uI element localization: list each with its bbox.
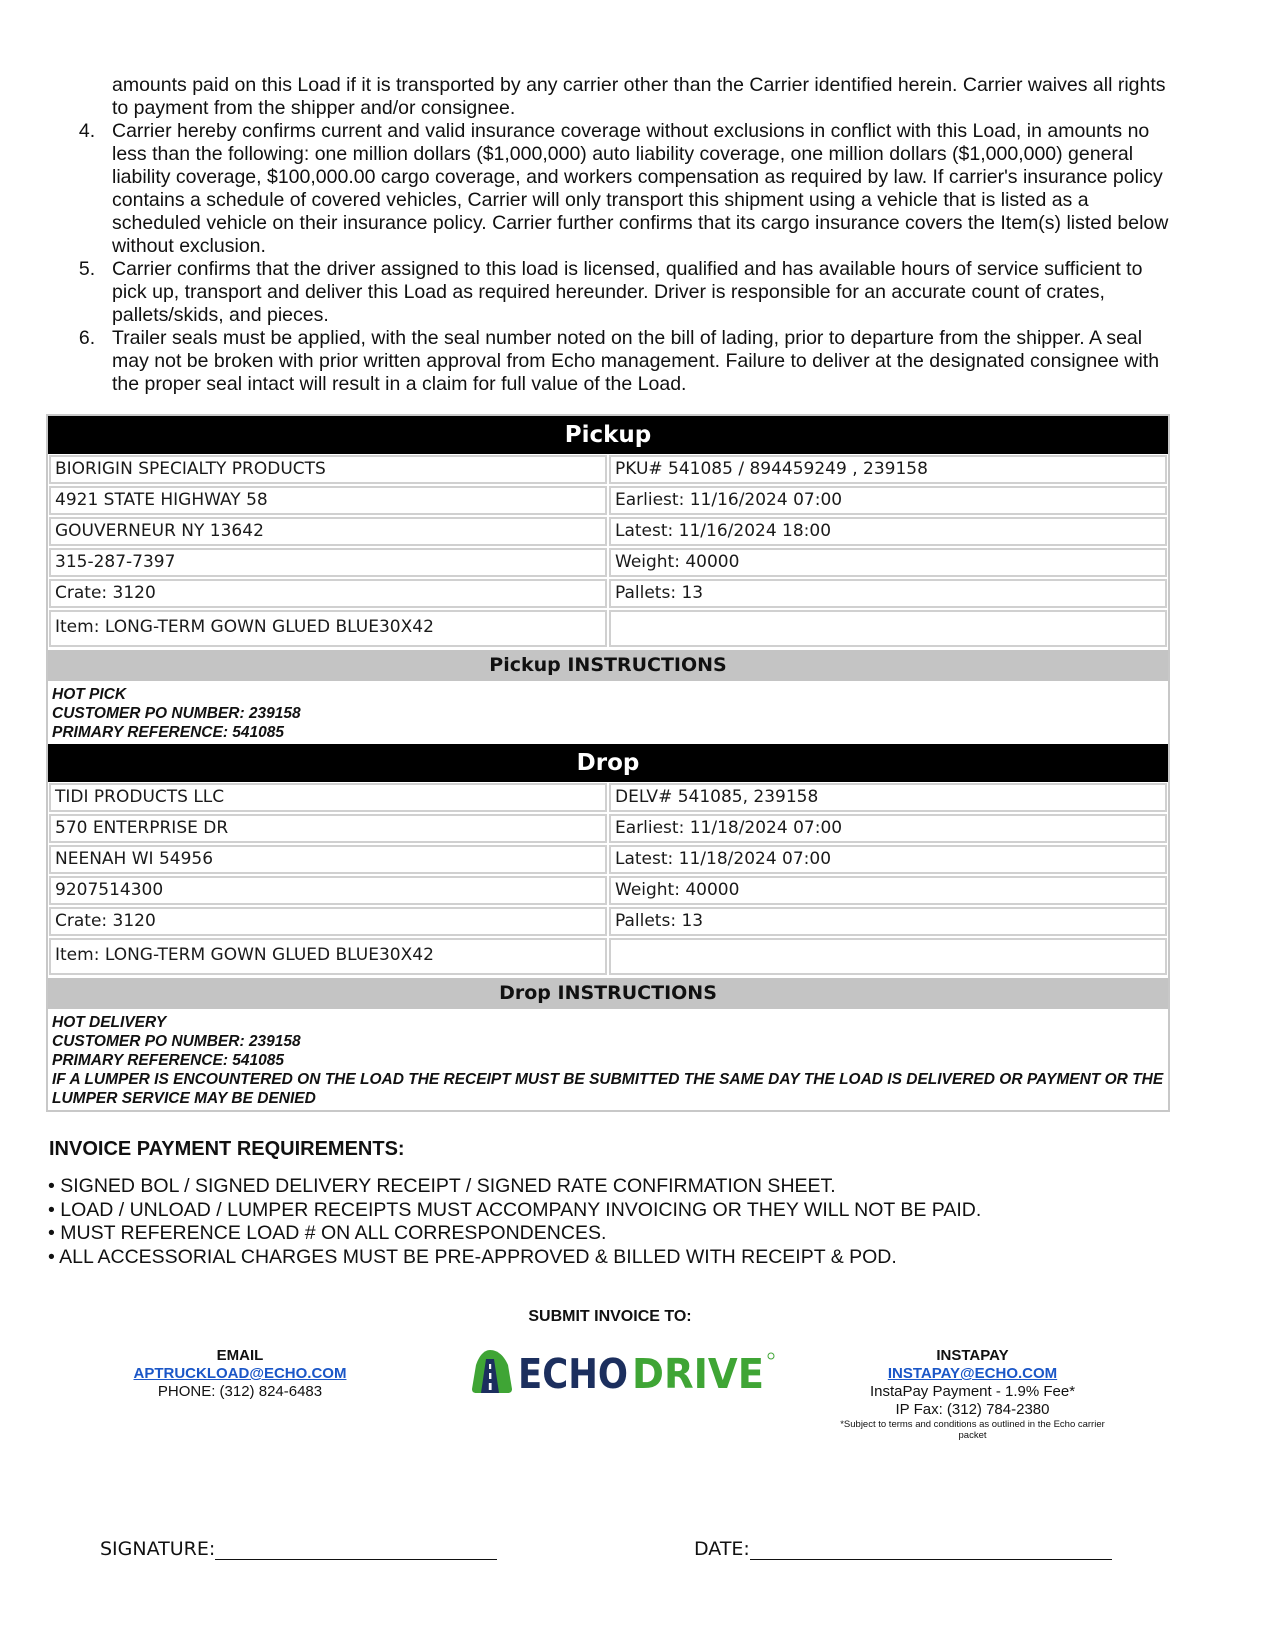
- term-item: [62, 258, 1182, 327]
- logo-drive-text: DRIVE: [632, 1350, 764, 1395]
- signature-line[interactable]: [215, 1539, 497, 1560]
- terms-section: [62, 74, 1182, 396]
- drop-address: 570 ENTERPRISE DR: [49, 814, 607, 843]
- term-number: 5.: [78, 258, 96, 280]
- instapay-note: *Subject to terms and conditions as outlined in the Echo carrier packet: [840, 1419, 1105, 1441]
- instapay-column: [830, 1347, 1115, 1441]
- instruction-line: CUSTOMER PO NUMBER: 239158: [52, 1033, 301, 1050]
- term-number: 6.: [78, 327, 96, 349]
- drop-row: [48, 875, 1168, 906]
- pickup-row: [48, 485, 1168, 516]
- email-link[interactable]: APTRUCKLOAD@ECHO.COM: [133, 1365, 347, 1382]
- pickup-pallets: Pallets: 13: [609, 579, 1167, 608]
- instruction-line: PRIMARY REFERENCE: 541085: [52, 724, 285, 741]
- pickup-crate: Crate: 3120: [49, 579, 607, 608]
- load-sheet: [46, 414, 1170, 1112]
- email-column: [110, 1347, 370, 1401]
- terms-continuation: amounts paid on this Load if it is transported by any carrier other than the Carrier identified herein. Carrier waives all rights to payment from the shipper and/or consignee.: [112, 74, 1166, 119]
- requirement-item: • MUST REFERENCE LOAD # ON ALL CORRESPONDENCES.: [48, 1222, 607, 1244]
- term-text: Carrier hereby confirms current and valid insurance coverage without exclusions in conflict with this Load, in amounts no less than the following: one million dollars ($1,000,000) auto liability coverage, one million dollars ($1,000,000) general liability coverage, $100,000.00 cargo coverage, and workers compensation as required by law. If carrier's insurance policy contains a schedule of covered vehicles, Carrier will only transport this shipment using a vehicle that is listed as a scheduled vehicle on their insurance policy. Carrier further confirms that its cargo insurance covers the Item(s) listed below without exclusion.: [112, 120, 1169, 257]
- term-number: 4.: [78, 120, 96, 142]
- logo-echo-text: ECHO: [518, 1350, 628, 1395]
- registered-mark-icon: [768, 1353, 774, 1359]
- requirements-heading: INVOICE PAYMENT REQUIREMENTS:: [49, 1138, 405, 1160]
- drop-earliest: Earliest: 11/18/2024 07:00: [609, 814, 1167, 843]
- pickup-row: [48, 578, 1168, 609]
- date-field[interactable]: [694, 1538, 1112, 1560]
- term-item: [62, 327, 1182, 396]
- drop-item: Item: LONG-TERM GOWN GLUED BLUE30X42: [49, 938, 607, 975]
- phone-text: PHONE: (312) 824-6483: [157, 1383, 323, 1400]
- pickup-phone: 315-287-7397: [49, 548, 607, 577]
- requirements-list: [48, 1175, 981, 1269]
- pickup-company: BIORIGIN SPECIALTY PRODUCTS: [49, 455, 607, 484]
- term-item: [62, 120, 1182, 258]
- requirement-item: • SIGNED BOL / SIGNED DELIVERY RECEIPT / SIGNED RATE CONFIRMATION SHEET.: [48, 1175, 836, 1197]
- drop-ref: DELV# 541085, 239158: [609, 783, 1167, 812]
- road-icon: [472, 1350, 512, 1393]
- instruction-line: HOT DELIVERY: [52, 1014, 167, 1031]
- signature-label: SIGNATURE:: [100, 1538, 216, 1560]
- drop-company: TIDI PRODUCTS LLC: [49, 783, 607, 812]
- drop-header: Drop: [48, 744, 1168, 782]
- instapay-link[interactable]: INSTAPAY@ECHO.COM: [887, 1365, 1058, 1382]
- pickup-item: Item: LONG-TERM GOWN GLUED BLUE30X42: [49, 610, 607, 647]
- email-label: EMAIL: [216, 1347, 264, 1364]
- date-line[interactable]: [750, 1539, 1112, 1560]
- instruction-line: CUSTOMER PO NUMBER: 239158: [52, 705, 301, 722]
- instruction-line: HOT PICK: [52, 686, 127, 703]
- pickup-city: GOUVERNEUR NY 13642: [49, 517, 607, 546]
- drop-row: [48, 906, 1168, 937]
- drop-row: [48, 844, 1168, 875]
- requirement-item: • LOAD / UNLOAD / LUMPER RECEIPTS MUST ACCOMPANY INVOICING OR THEY WILL NOT BE PAID.: [48, 1198, 982, 1221]
- drop-empty-cell: [609, 938, 1167, 975]
- drop-city: NEENAH WI 54956: [49, 845, 607, 874]
- pickup-ref: PKU# 541085 / 894459249 , 239158: [609, 455, 1167, 484]
- drop-row: [48, 782, 1168, 813]
- date-label: DATE:: [694, 1538, 750, 1560]
- instruction-line: IF A LUMPER IS ENCOUNTERED ON THE LOAD THE RECEIPT MUST BE SUBMITTED THE SAME DAY THE LOAD IS DELIVERED OR PAYMENT OR THE LUMPER SERVICE MAY BE DENIED: [52, 1071, 1164, 1107]
- term-text: Trailer seals must be applied, with the seal number noted on the bill of lading, prior to departure from the shipper. A seal may not be broken with prior written approval from Echo management. Failure to deliver at the designated consignee with the proper seal intact will result in a claim for full value of the Load.: [112, 327, 1160, 395]
- signature-field[interactable]: [100, 1538, 497, 1560]
- term-text: Carrier confirms that the driver assigned to this load is licensed, qualified and has available hours of service sufficient to pick up, transport and deliver this Load as required hereunder. Driver is responsible for an accurate count of crates, pallets/skids, and pieces.: [112, 258, 1143, 326]
- pickup-row: [48, 454, 1168, 485]
- pickup-row: [48, 516, 1168, 547]
- pickup-row: [48, 609, 1168, 648]
- echodrive-logo: [472, 1347, 777, 1395]
- instapay-fax: IP Fax: (312) 784-2380: [895, 1401, 1050, 1418]
- submit-invoice-heading: SUBMIT INVOICE TO:: [528, 1308, 692, 1325]
- drop-row: [48, 813, 1168, 844]
- drop-crate: Crate: 3120: [49, 907, 607, 936]
- pickup-instructions-header: Pickup INSTRUCTIONS: [48, 650, 1168, 681]
- pickup-instructions: [48, 681, 1168, 744]
- pickup-latest: Latest: 11/16/2024 18:00: [609, 517, 1167, 546]
- drop-row: [48, 937, 1168, 976]
- drop-weight: Weight: 40000: [609, 876, 1167, 905]
- drop-latest: Latest: 11/18/2024 07:00: [609, 845, 1167, 874]
- drop-instructions: [48, 1009, 1168, 1110]
- requirement-item: • ALL ACCESSORIAL CHARGES MUST BE PRE-APPROVED & BILLED WITH RECEIPT & POD.: [48, 1245, 897, 1268]
- pickup-empty-cell: [609, 610, 1167, 647]
- pickup-row: [48, 547, 1168, 578]
- instapay-fee: InstaPay Payment - 1.9% Fee*: [869, 1383, 1076, 1400]
- drop-pallets: Pallets: 13: [609, 907, 1167, 936]
- drop-instructions-header: Drop INSTRUCTIONS: [48, 978, 1168, 1009]
- instruction-line: PRIMARY REFERENCE: 541085: [52, 1052, 285, 1069]
- pickup-address: 4921 STATE HIGHWAY 58: [49, 486, 607, 515]
- pickup-earliest: Earliest: 11/16/2024 07:00: [609, 486, 1167, 515]
- pickup-header: Pickup: [48, 416, 1168, 454]
- drop-phone: 9207514300: [49, 876, 607, 905]
- pickup-weight: Weight: 40000: [609, 548, 1167, 577]
- instapay-label: INSTAPAY: [936, 1347, 1009, 1364]
